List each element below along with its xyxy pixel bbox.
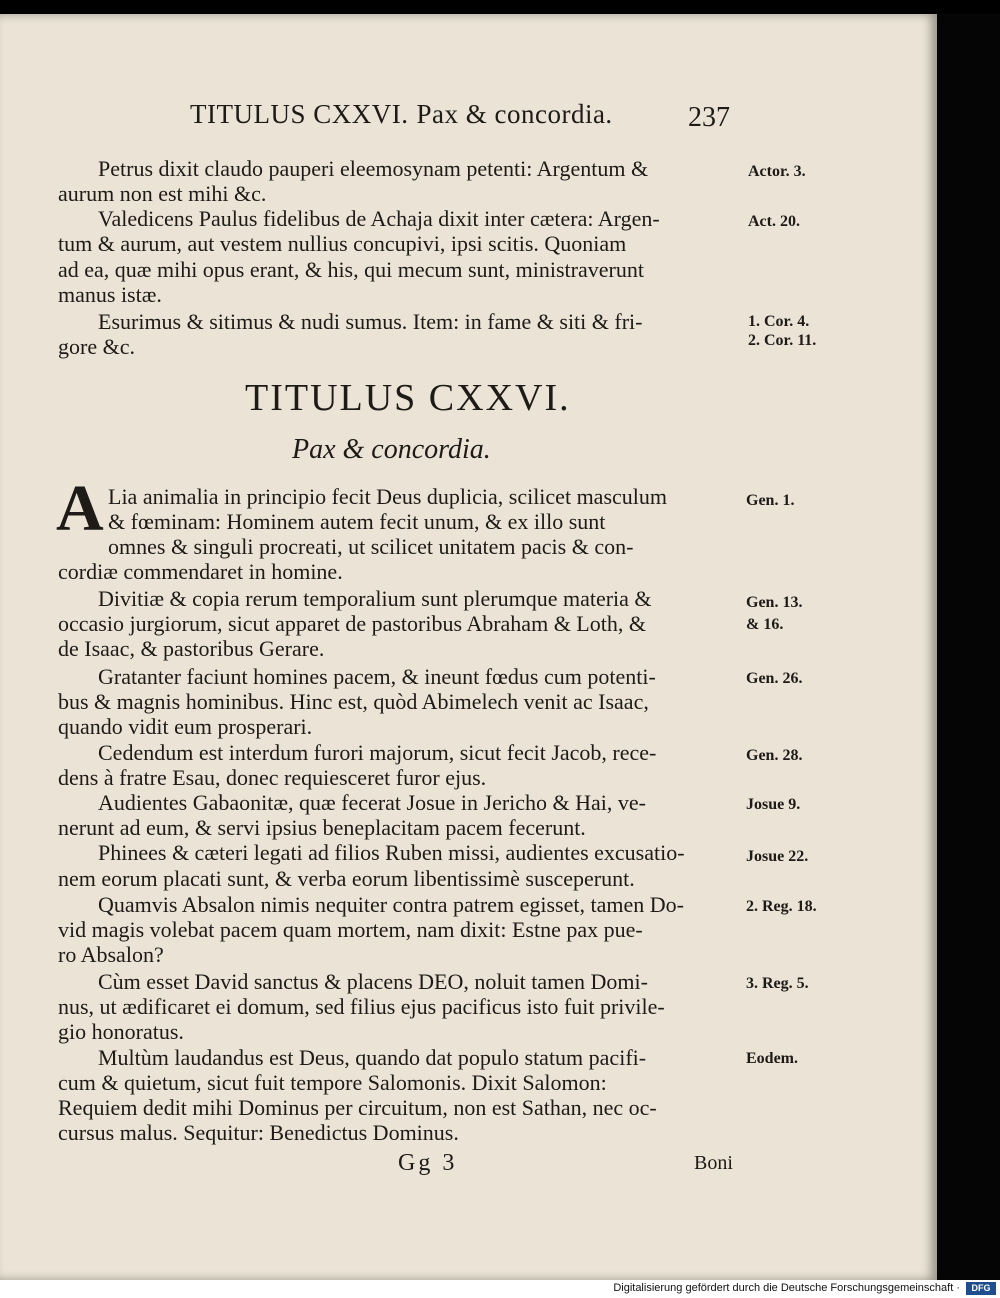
- text-line: Quamvis Absalon nimis nequiter contra patrem egisset, tamen Do-: [98, 892, 684, 917]
- catchword: Boni: [694, 1152, 733, 1174]
- text-line: dens à fratre Esau, donec requiesceret furor ejus.: [58, 765, 487, 790]
- text-line: Cedendum est interdum furori majorum, sicut fecit Jacob, rece-: [98, 740, 657, 765]
- footer-bar: [0, 1280, 1000, 1298]
- book-page: [0, 14, 937, 1280]
- margin-note: Actor. 3.: [748, 163, 806, 180]
- text-line: gore &c.: [58, 334, 135, 359]
- signature-mark: Gg 3: [398, 1150, 458, 1176]
- text-line: cordiæ commendaret in homine.: [58, 559, 343, 584]
- margin-note: 2. Cor. 11.: [748, 332, 817, 349]
- text-line: Petrus dixit claudo pauperi eleemosynam petenti: Argentum &: [98, 156, 649, 181]
- text-line: tum & aurum, aut vestem nullius concupivi, ipsi scitis. Quoniam: [58, 231, 627, 256]
- footer-credit: Digitalisierung gefördert durch die Deutsche Forschungsgemeinschaft ·: [613, 1282, 960, 1294]
- text-line: & fœminam: Hominem autem fecit unum, & ex illo sunt: [108, 509, 606, 534]
- text-line: bus & magnis hominibus. Hinc est, quòd Abimelech venit ac Isaac,: [58, 689, 649, 714]
- text-line: Phinees & cæteri legati ad filios Ruben missi, audientes excusatio-: [98, 840, 685, 865]
- text-line: Esurimus & sitimus & nudi sumus. Item: in fame & siti & fri-: [98, 309, 643, 334]
- text-line: nem eorum placati sunt, & verba eorum libentissimè susceperunt.: [58, 866, 635, 891]
- margin-note: 2. Reg. 18.: [746, 898, 817, 915]
- text-line: Gratanter faciunt homines pacem, & ineunt fœdus cum potenti-: [98, 664, 656, 689]
- margin-note: & 16.: [746, 616, 784, 633]
- section-subtitle: Pax & concordia.: [292, 434, 491, 465]
- text-line: ro Absalon?: [58, 942, 164, 967]
- text-line: Requiem dedit mihi Dominus per circuitum, non est Sathan, nec oc-: [58, 1095, 657, 1120]
- margin-note: Gen. 13.: [746, 594, 803, 611]
- text-line: gio honoratus.: [58, 1019, 184, 1044]
- margin-note: Gen. 26.: [746, 670, 803, 687]
- text-line: ad ea, quæ mihi opus erant, & his, qui mecum sunt, ministraverunt: [58, 257, 644, 282]
- margin-note: Gen. 28.: [746, 747, 803, 764]
- margin-note: 3. Reg. 5.: [746, 975, 809, 992]
- margin-note: Josue 9.: [746, 796, 801, 813]
- text-line: Cùm esset David sanctus & placens DEO, noluit tamen Domi-: [98, 969, 648, 994]
- text-line: nus, ut ædificaret ei domum, sed filius ejus pacificus isto fuit privile-: [58, 994, 665, 1019]
- text-line: Multùm laudandus est Deus, quando dat populo statum pacifi-: [98, 1045, 647, 1070]
- text-line: cum & quietum, sicut fuit tempore Salomonis. Dixit Salomon:: [58, 1070, 607, 1095]
- header-title: TITULUS CXXVI.: [190, 99, 409, 129]
- text-line: nerunt ad eum, & servi ipsius beneplacitam pacem fecerunt.: [58, 815, 586, 840]
- text-line: vid magis volebat pacem quam mortem, nam dixit: Estne pax pue-: [58, 917, 643, 942]
- text-line: manus istæ.: [58, 282, 162, 307]
- text-line: de Isaac, & pastoribus Gerare.: [58, 636, 325, 661]
- page-number: 237: [688, 102, 730, 133]
- section-title: TITULUS CXXVI.: [245, 377, 571, 419]
- text-line: aurum non est mihi &c.: [58, 181, 267, 206]
- margin-note: Act. 20.: [748, 213, 800, 230]
- dfg-logo: DFG: [966, 1282, 996, 1295]
- margin-note: Eodem.: [746, 1050, 798, 1067]
- book-spine-shadow: [937, 14, 1000, 1280]
- running-header: [190, 99, 613, 130]
- text-line: Divitiæ & copia rerum temporalium sunt plerumque materia &: [98, 586, 652, 611]
- text-line: Audientes Gabaonitæ, quæ fecerat Josue in Jericho & Hai, ve-: [98, 790, 647, 815]
- margin-note: 1. Cor. 4.: [748, 313, 810, 330]
- margin-note: Gen. 1.: [746, 492, 795, 509]
- text-line: cursus malus. Sequitur: Benedictus Dominus.: [58, 1120, 459, 1145]
- text-line: quando vidit eum prosperari.: [58, 714, 313, 739]
- header-subtitle: Pax & concordia.: [416, 99, 613, 129]
- text-line: occasio jurgiorum, sicut apparet de pastoribus Abraham & Loth, &: [58, 611, 646, 636]
- margin-note: Josue 22.: [746, 848, 809, 865]
- drop-cap: A: [56, 472, 104, 545]
- text-line: omnes & singuli procreati, ut scilicet unitatem pacis & con-: [108, 534, 634, 559]
- text-line: Lia animalia in principio fecit Deus duplicia, scilicet masculum: [108, 484, 667, 509]
- text-line: Valedicens Paulus fidelibus de Achaja dixit inter cætera: Argen-: [98, 206, 660, 231]
